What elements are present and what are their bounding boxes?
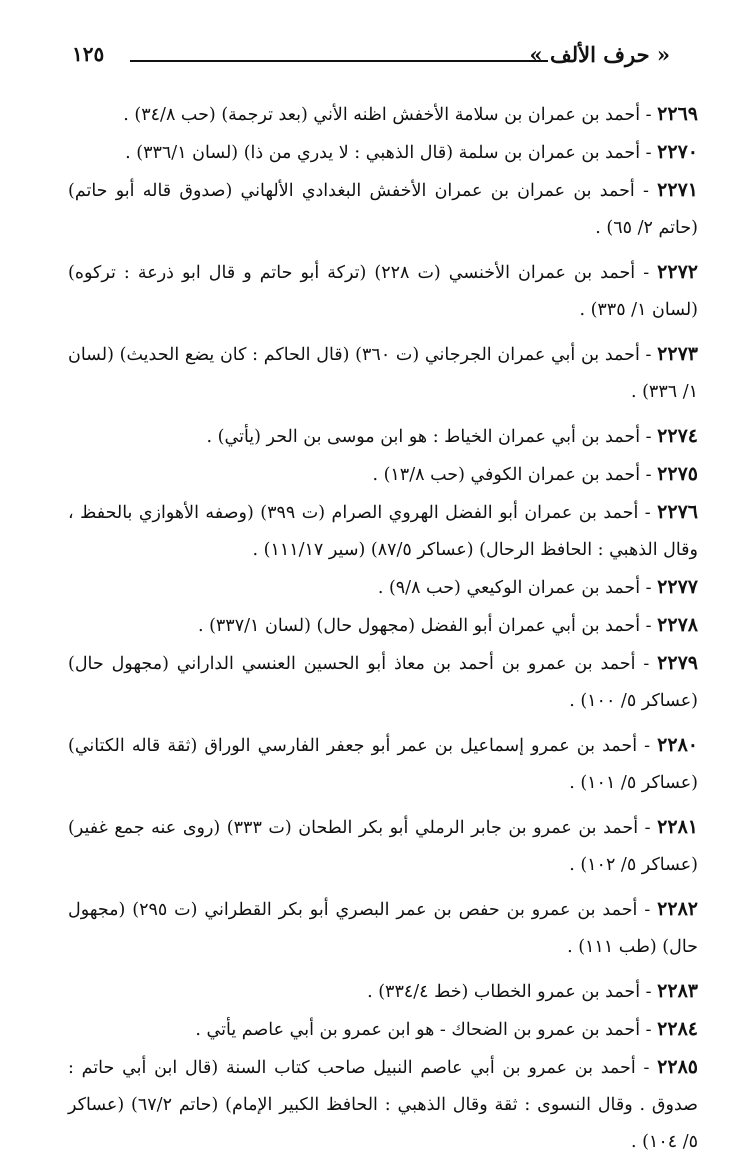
- entry-text: - أحمد بن عمرو إسماعيل بن عمر أبو جعفر الفارسي الوراق (ثقة قاله الكتاني) (عساكر ٥/ ١٠١) .: [68, 736, 698, 793]
- entry-number: ٢٢٧٢: [657, 261, 698, 283]
- entry: [68, 607, 698, 645]
- entry: [68, 1011, 698, 1049]
- entry-number: ٢٢٧٩: [657, 652, 698, 674]
- entry-number: ٢٢٧٧: [657, 576, 698, 598]
- page-header: [72, 42, 670, 76]
- entry-number: ٢٢٧٠: [657, 141, 698, 163]
- entry: [68, 809, 698, 884]
- entry: [68, 254, 698, 329]
- entry-text: - أحمد بن عمران بن سلمة (قال الذهبي : لا يدري من ذا) (لسان ٣٣٦/١) .: [125, 143, 652, 163]
- entry: [68, 336, 698, 411]
- entry: [68, 727, 698, 802]
- entry-number: ٢٢٨٢: [657, 898, 698, 920]
- entry-text: - أحمد بن عمرو بن أحمد بن معاذ أبو الحسين العنسي الداراني (مجهول حال) (عساكر ٥/ ١٠٠) .: [68, 654, 698, 711]
- entry: [68, 973, 698, 1011]
- entry-text: - أحمد بن عمران الأخنسي (ت ٢٢٨) (تركة أبو حاتم و قال ابو ذرعة : تركوه) (لسان ١/ ٣٣٥) .: [68, 263, 698, 320]
- entry: [68, 1049, 698, 1161]
- entry: [68, 134, 698, 172]
- entry-number: ٢٢٨٥: [657, 1056, 698, 1078]
- entry: [68, 645, 698, 720]
- entry-number: ٢٢٧١: [657, 179, 698, 201]
- entry-number: ٢٢٨٣: [657, 980, 698, 1002]
- entry-text: - أحمد بن أبي عمران الخياط : هو ابن موسى بن الحر (يأتي) .: [206, 427, 652, 447]
- entry-text: - أحمد بن عمرو بن أبي عاصم النبيل صاحب كتاب السنة (قال ابن أبي حاتم : صدوق . وقال النسوى : ثقة وقال الذهبي : الحافظ الكبير الإمام) (حاتم ٦٧/٢) (عساكر ٥/ ١٠٤) .: [68, 1058, 698, 1152]
- entry-text: - أحمد بن عمرو بن الضحاك - هو ابن عمرو بن أبي عاصم يأتي .: [195, 1020, 652, 1040]
- page-number: ١٢٥: [72, 42, 105, 66]
- entry-text: - أحمد بن عمرو بن جابر الرملي أبو بكر الطحان (ت ٣٣٣) (روى عنه جمع غفير) (عساكر ٥/ ١٠٢) .: [68, 818, 698, 875]
- entry: [68, 96, 698, 134]
- entry-number: ٢٢٦٩: [657, 103, 698, 125]
- entry-number: ٢٢٧٨: [657, 614, 698, 636]
- entry: [68, 494, 698, 569]
- entry-number: ٢٢٧٣: [657, 343, 698, 365]
- entry: [68, 456, 698, 494]
- entry-text: - أحمد بن عمران بن سلامة الأخفش اظنه الأني (بعد ترجمة) (حب ٣٤/٨) .: [123, 105, 652, 125]
- entry-number: ٢٢٧٥: [657, 463, 698, 485]
- entry-text: - أحمد بن عمران الوكيعي (حب ٩/٨) .: [377, 578, 652, 598]
- entry-text: - أحمد بن عمران الكوفي (حب ١٣/٨) .: [372, 465, 652, 485]
- entry-number: ٢٢٨٠: [657, 734, 698, 756]
- entry-number: ٢٢٧٤: [657, 425, 698, 447]
- header-rule: [130, 60, 548, 62]
- entry-number: ٢٢٨١: [657, 816, 698, 838]
- entry-text: - أحمد بن أبي عمران الجرجاني (ت ٣٦٠) (قال الحاكم : كان يضع الحديث) (لسان ١/ ٣٣٦) .: [68, 345, 698, 402]
- entry: [68, 891, 698, 966]
- entry-text: - أحمد بن أبي عمران أبو الفضل (مجهول حال) (لسان ٣٣٧/١) .: [197, 616, 652, 636]
- entries-list: [68, 96, 698, 1161]
- entry-number: ٢٢٨٤: [657, 1018, 698, 1040]
- entry-text: - أحمد بن عمرو الخطاب (خط ٣٣٤/٤) .: [367, 982, 652, 1002]
- entry: [68, 418, 698, 456]
- chapter-title: « حرف الألف »: [529, 42, 670, 67]
- entry: [68, 569, 698, 607]
- entry-text: - أحمد بن عمران بن عمران الأخفش البغدادي الألهاني (صدوق قاله أبو حاتم) (حاتم ٢/ ٦٥) .: [68, 181, 698, 238]
- entry-number: ٢٢٧٦: [657, 501, 698, 523]
- entry: [68, 172, 698, 247]
- entry-text: - أحمد بن عمرو بن حفص بن عمر البصري أبو بكر القطراني (ت ٢٩٥) (مجهول حال) (طب ١١١) .: [68, 900, 698, 957]
- entry-text: - أحمد بن عمران أبو الفضل الهروي الصرام (ت ٣٩٩) (وصفه الأهوازي بالحفظ ، وقال الذهبي : الحافظ الرحال) (عساكر ٨٧/٥) (سير ١١١/١٧) .: [68, 503, 698, 560]
